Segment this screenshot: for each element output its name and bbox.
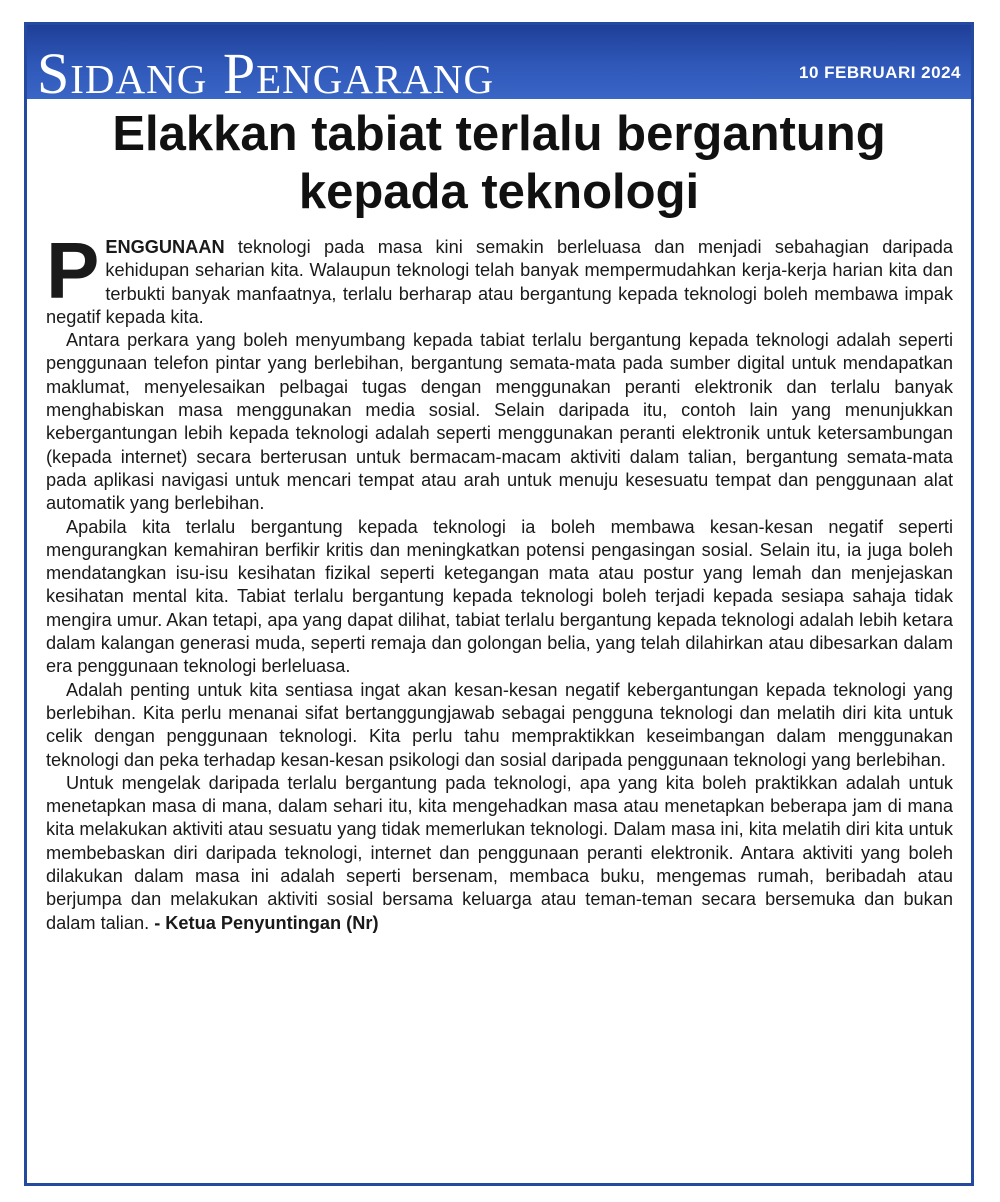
paragraph-text: teknologi pada masa kini semakin berleluasa dan menjadi sebahagian daripada kehidupan seharian kita. Walaupun teknologi telah banyak mempermudahkan kerja-kerja harian kita dan terbukti banyak manfaatnya, terlalu berharap atau bergantung kepada teknologi boleh membawa impak negatif kepada kita. [46,237,953,327]
article-paragraph [46,772,953,935]
author-signoff: - Ketua Penyuntingan (Nr) [154,912,379,933]
section-title: Sidang Pengarang [37,41,495,99]
article-body [46,226,953,935]
article-paragraph [46,226,953,329]
editorial-frame [24,22,974,1186]
article-paragraph: Adalah penting untuk kita sentiasa ingat akan kesan-kesan negatif kebergantungan kepada teknologi yang berlebihan. Kita perlu menanai sifat bertanggungjawab sebagai pengguna teknologi dan melatih diri kita untuk celik dengan penggunaan teknologi. Kita perlu tahu mempraktikkan keseimbangan dalam menggunakan teknologi dan peka terhadap kesan-kesan psikologi dan sosial daripada penggunaan teknologi yang berlebihan. [46,679,953,770]
paragraph-text: Untuk mengelak daripada terlalu bergantung pada teknologi, apa yang kita boleh praktikkan adalah untuk menetapkan masa di mana, dalam sehari itu, kita mengehadkan masa atau menetapkan beberapa jam di mana kita melakukan aktiviti atau sesuatu yang tidak memerlukan teknologi. Dalam masa ini, kita melatih diri kita untuk membebaskan diri daripada teknologi, internet dan penggunaan peranti elektronik. Antara aktiviti yang boleh dilakukan dalam masa ini adalah seperti bersenam, membaca buku, mengemas rumah, beribadah atau berjumpa dan melakukan aktiviti sosial bersama keluarga atau teman-teman secara bersemuka dan bukan dalam talian. [46,772,953,933]
masthead-banner [27,25,971,99]
lead-word: ENGGUNAAN [105,237,225,257]
publication-date: 10 FEBRUARI 2024 [798,63,961,82]
headline: Elakkan tabiat terlalu bergantung kepada teknologi [112,107,886,219]
drop-cap: P [46,226,100,315]
article-paragraph: Antara perkara yang boleh menyumbang kepada tabiat terlalu bergantung kepada teknologi adalah seperti penggunaan telefon pintar yang berlebihan, bergantung semata-mata pada sumber digital untuk mendapatkan maklumat, menyelesaikan pelbagai tugas dengan menggunakan peranti elektronik dan terlalu banyak menghabiskan masa menggunakan media sosial. Selain daripada itu, contoh lain yang menunjukkan kebergantungan lebih kepada teknologi adalah seperti menggunakan peranti elektronik untuk ketersambungan (kepada internet) secara berterusan untuk bermacam-macam aktiviti dalam talian, bergantung semata-mata pada aplikasi navigasi untuk mencari tempat atau arah untuk menuju kesesuatu tempat dan penggunaan alat automatik yang berlebihan. [46,330,953,514]
article-paragraph: Apabila kita terlalu bergantung kepada teknologi ia boleh membawa kesan-kesan negatif seperti mengurangkan kemahiran berfikir kritis dan meningkatkan potensi pengasingan sosial. Selain itu, ia juga boleh mendatangkan isu-isu kesihatan fizikal seperti ketegangan mata atau postur yang lemah dan menjejaskan kesihatan mental kita. Tabiat terlalu bergantung kepada teknologi boleh terjadi kepada sesiapa sahaja tidak mengira umur. Akan tetapi, apa yang dapat dilihat, tabiat terlalu bergantung kepada teknologi adalah lebih ketara dalam kalangan generasi muda, seperti remaja dan golongan belia, yang telah dilahirkan atau dibesarkan dalam era penggunaan teknologi berleluasa. [46,516,953,677]
